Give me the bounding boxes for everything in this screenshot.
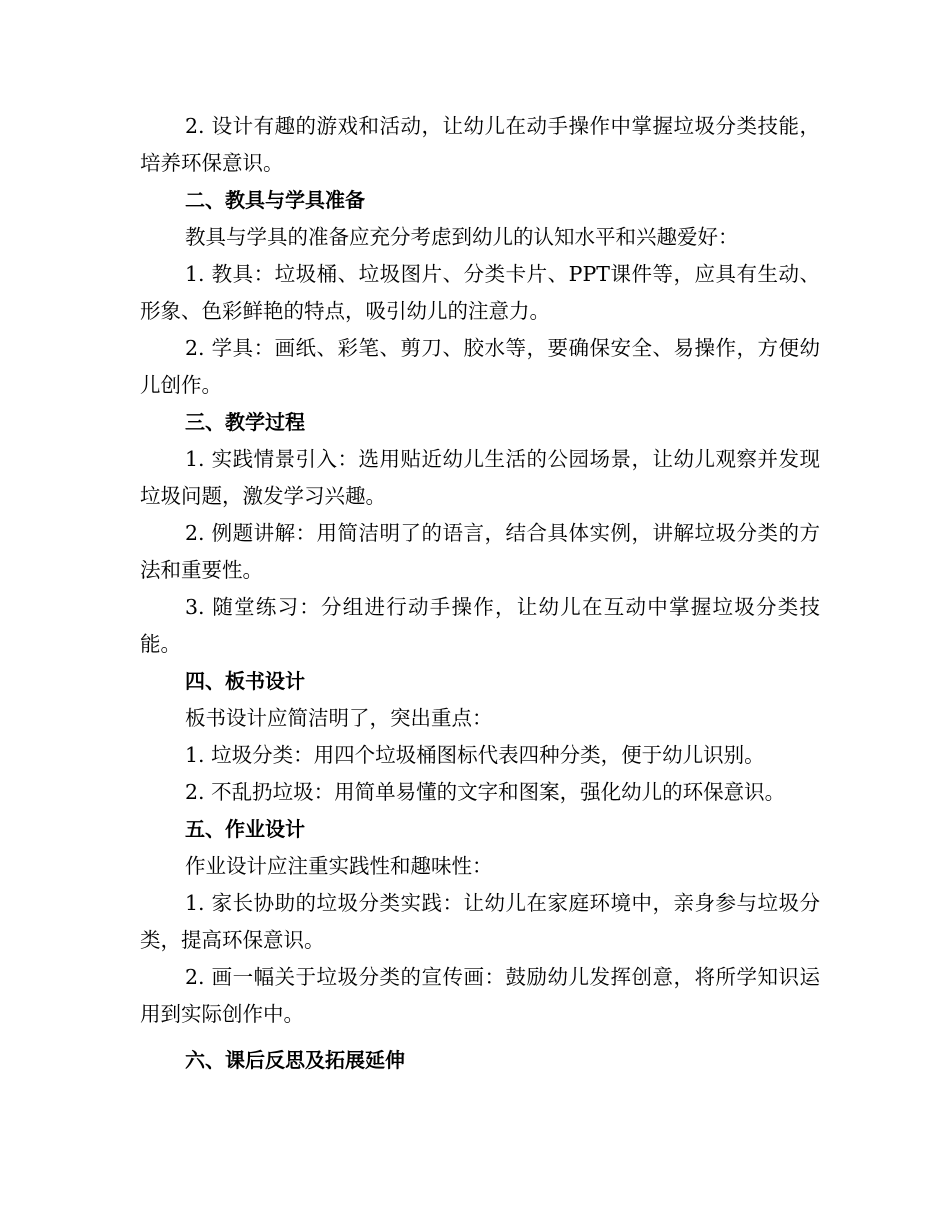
paragraph-poster-drawing: 2. 画一幅关于垃圾分类的宣传画：鼓励幼儿发挥创意，将所学知识运用到实际创作中。 xyxy=(140,965,820,1026)
paragraph-example-explanation: 2. 例题讲解：用简洁明了的语言，结合具体实例，讲解垃圾分类的方法和重要性。 xyxy=(140,521,820,582)
paragraph-learning-tools: 2. 学具：画纸、彩笔、剪刀、胶水等，要确保安全、易操作，方便幼儿创作。 xyxy=(140,336,820,397)
paragraph-garbage-classification: 1. 垃圾分类：用四个垃圾桶图标代表四种分类，便于幼儿识别。 xyxy=(185,743,765,767)
paragraph-blackboard-intro: 板书设计应简洁明了，突出重点： xyxy=(185,706,493,730)
paragraph-homework-intro: 作业设计应注重实践性和趣味性： xyxy=(185,854,493,878)
document-body xyxy=(140,108,820,1079)
paragraph-teaching-tools: 1. 教具：垃圾桶、垃圾图片、分类卡片、PPT课件等，应具有生动、形象、色彩鲜艳的特点，吸引幼儿的注意力。 xyxy=(140,262,820,323)
heading-teaching-aids: 二、教具与学具准备 xyxy=(185,188,365,212)
paragraph-home-practice: 1. 家长协助的垃圾分类实践：让幼儿在家庭环境中，亲身参与垃圾分类，提高环保意识。 xyxy=(140,891,820,952)
paragraph-scenario-intro: 1. 实践情景引入：选用贴近幼儿生活的公园场景，让幼儿观察并发现垃圾问题，激发学习兴趣。 xyxy=(140,447,820,508)
paragraph-in-class-practice: 3. 随堂练习：分组进行动手操作，让幼儿在互动中掌握垃圾分类技能。 xyxy=(140,595,820,656)
paragraph-design-games: 2. 设计有趣的游戏和活动，让幼儿在动手操作中掌握垃圾分类技能，培养环保意识。 xyxy=(140,114,820,175)
heading-homework-design: 五、作业设计 xyxy=(185,817,305,841)
heading-reflection-extension: 六、课后反思及拓展延伸 xyxy=(185,1048,405,1072)
heading-blackboard-design: 四、板书设计 xyxy=(185,669,305,693)
paragraph-no-littering: 2. 不乱扔垃圾：用简单易懂的文字和图案，强化幼儿的环保意识。 xyxy=(185,780,786,804)
heading-teaching-process: 三、教学过程 xyxy=(185,410,305,434)
paragraph-aids-intro: 教具与学具的准备应充分考虑到幼儿的认知水平和兴趣爱好： xyxy=(185,225,739,249)
